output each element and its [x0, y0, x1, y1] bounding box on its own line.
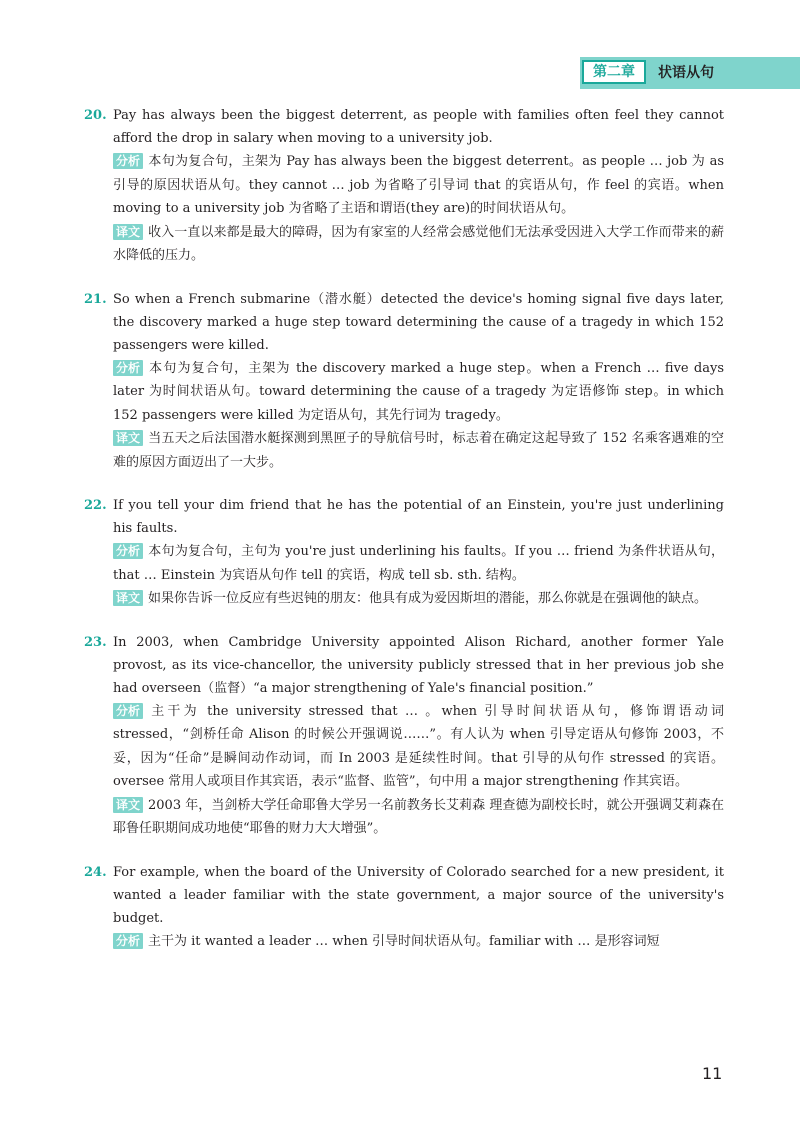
translation-text: 2003 年，当剑桥大学任命耶鲁大学另一名前教务长艾莉森 理查德为副校长时，就公开强调艾莉森在耶鲁任职期间成功地使“耶鲁的财力大大增强”。 — [113, 797, 724, 836]
item-24 — [84, 861, 724, 954]
item-sentence — [84, 494, 724, 540]
item-number: 21. — [84, 291, 107, 307]
analysis-tag: 分析 — [113, 543, 143, 559]
analysis-text: 主干为 it wanted a leader … when 引导时间状语从句。familiar with … 是形容词短 — [148, 933, 660, 949]
translation-paragraph — [113, 794, 724, 841]
item-number: 20. — [84, 108, 107, 123]
translation-paragraph — [113, 587, 724, 611]
analysis-paragraph — [113, 700, 724, 794]
item-number: 23. — [84, 634, 107, 650]
sentence-text: If you tell your dim friend that he has the potential of an Einstein, you're just underlining his faults. — [113, 498, 724, 536]
analysis-tag: 分析 — [113, 360, 143, 376]
sentence-text: Pay has always been the biggest deterrent, as people with families often feel they cannot afford the drop in salary when moving to a university job. — [113, 108, 724, 146]
item-sentence — [84, 288, 724, 357]
analysis-tag: 分析 — [113, 933, 143, 949]
translation-text: 当五天之后法国潜水艇探测到黑匣子的导航信号时，标志着在确定这起导致了 152 名乘客遇难的空难的原因方面迈出了一大步。 — [113, 431, 724, 470]
analysis-text: 本句为复合句，主架为 Pay has always been the biggest deterrent。as people … job 为 as 引导的原因状语从句。they cannot … job 为省略了引导词 that 的宾语从句，作 feel 的宾语。when moving to a university job 为省略了主语和谓语(they are)的时间状语从句。 — [113, 154, 724, 216]
translation-tag: 译文 — [113, 224, 143, 240]
analysis-tag: 分析 — [113, 153, 143, 169]
page-content — [84, 104, 724, 973]
analysis-text: 主干为 the university stressed that … 。when 引导时间状语从句，修饰谓语动词 stressed，“剑桥任命 Alison 的时候公开强调说……”。有人认为 when 引导定语从句修饰 2003，不妥，因为“任命”是瞬间动作动词，而 In 2003 是延续性时间。that 引导的从句作 stressed 的宾语。oversee 常用人或项目作其宾语，表示“监督、监管”，句中用 a major strengthening 作其宾语。 — [113, 703, 724, 789]
analysis-paragraph — [113, 540, 724, 587]
item-sentence — [84, 861, 724, 930]
translation-paragraph — [113, 221, 724, 268]
analysis-tag: 分析 — [113, 703, 143, 719]
chapter-title: 状语从句 — [658, 65, 714, 81]
page-number: 11 — [702, 1064, 723, 1083]
item-21 — [84, 288, 724, 475]
analysis-paragraph — [113, 357, 724, 428]
translation-text: 如果你告诉一位反应有些迟钝的朋友：他具有成为爱因斯坦的潜能，那么你就是在强调他的缺点。 — [148, 591, 708, 606]
item-number: 24. — [84, 864, 107, 880]
sentence-text: In 2003, when Cambridge University appointed Alison Richard, another former Yale provost, as its vice-chancellor, the university publicly stressed that in her previous job she had overseen（监督）“a major strengthening of Yale's financial position.” — [113, 634, 724, 696]
analysis-text: 本句为复合句，主句为 you're just underlining his faults。If you … friend 为条件状语从句，that … Einstein 为宾语从句作 tell 的宾语，构成 tell sb. sth. 结构。 — [113, 544, 724, 583]
item-20 — [84, 104, 724, 268]
analysis-paragraph — [113, 930, 724, 954]
item-sentence — [84, 631, 724, 700]
sentence-text: For example, when the board of the University of Colorado searched for a new president, it wanted a leader familiar with the state government, a major source of the university's budget. — [113, 864, 724, 926]
translation-text: 收入一直以来都是最大的障碍，因为有家室的人经常会感觉他们无法承受因进入大学工作而带来的薪水降低的压力。 — [113, 224, 724, 263]
translation-tag: 译文 — [113, 797, 143, 813]
chapter-label: 第二章 — [582, 60, 646, 84]
translation-tag: 译文 — [113, 590, 143, 606]
sentence-text: So when a French submarine（潜水艇）detected the device's homing signal five days later, the discovery marked a huge step toward determining the cause of a tragedy in which 152 passengers were killed. — [113, 291, 724, 353]
item-22 — [84, 494, 724, 611]
analysis-paragraph — [113, 150, 724, 221]
item-sentence — [84, 104, 724, 150]
item-number: 22. — [84, 498, 107, 513]
analysis-text: 本句为复合句，主架为 the discovery marked a huge step。when a French … five days later 为时间状语从句。toward determining the cause of a tragedy 为定语修饰 step。in which 152 passengers were killed 为定语从句，其先行词为 tragedy。 — [113, 360, 724, 423]
translation-paragraph — [113, 427, 724, 474]
translation-tag: 译文 — [113, 430, 143, 446]
item-23 — [84, 631, 724, 841]
